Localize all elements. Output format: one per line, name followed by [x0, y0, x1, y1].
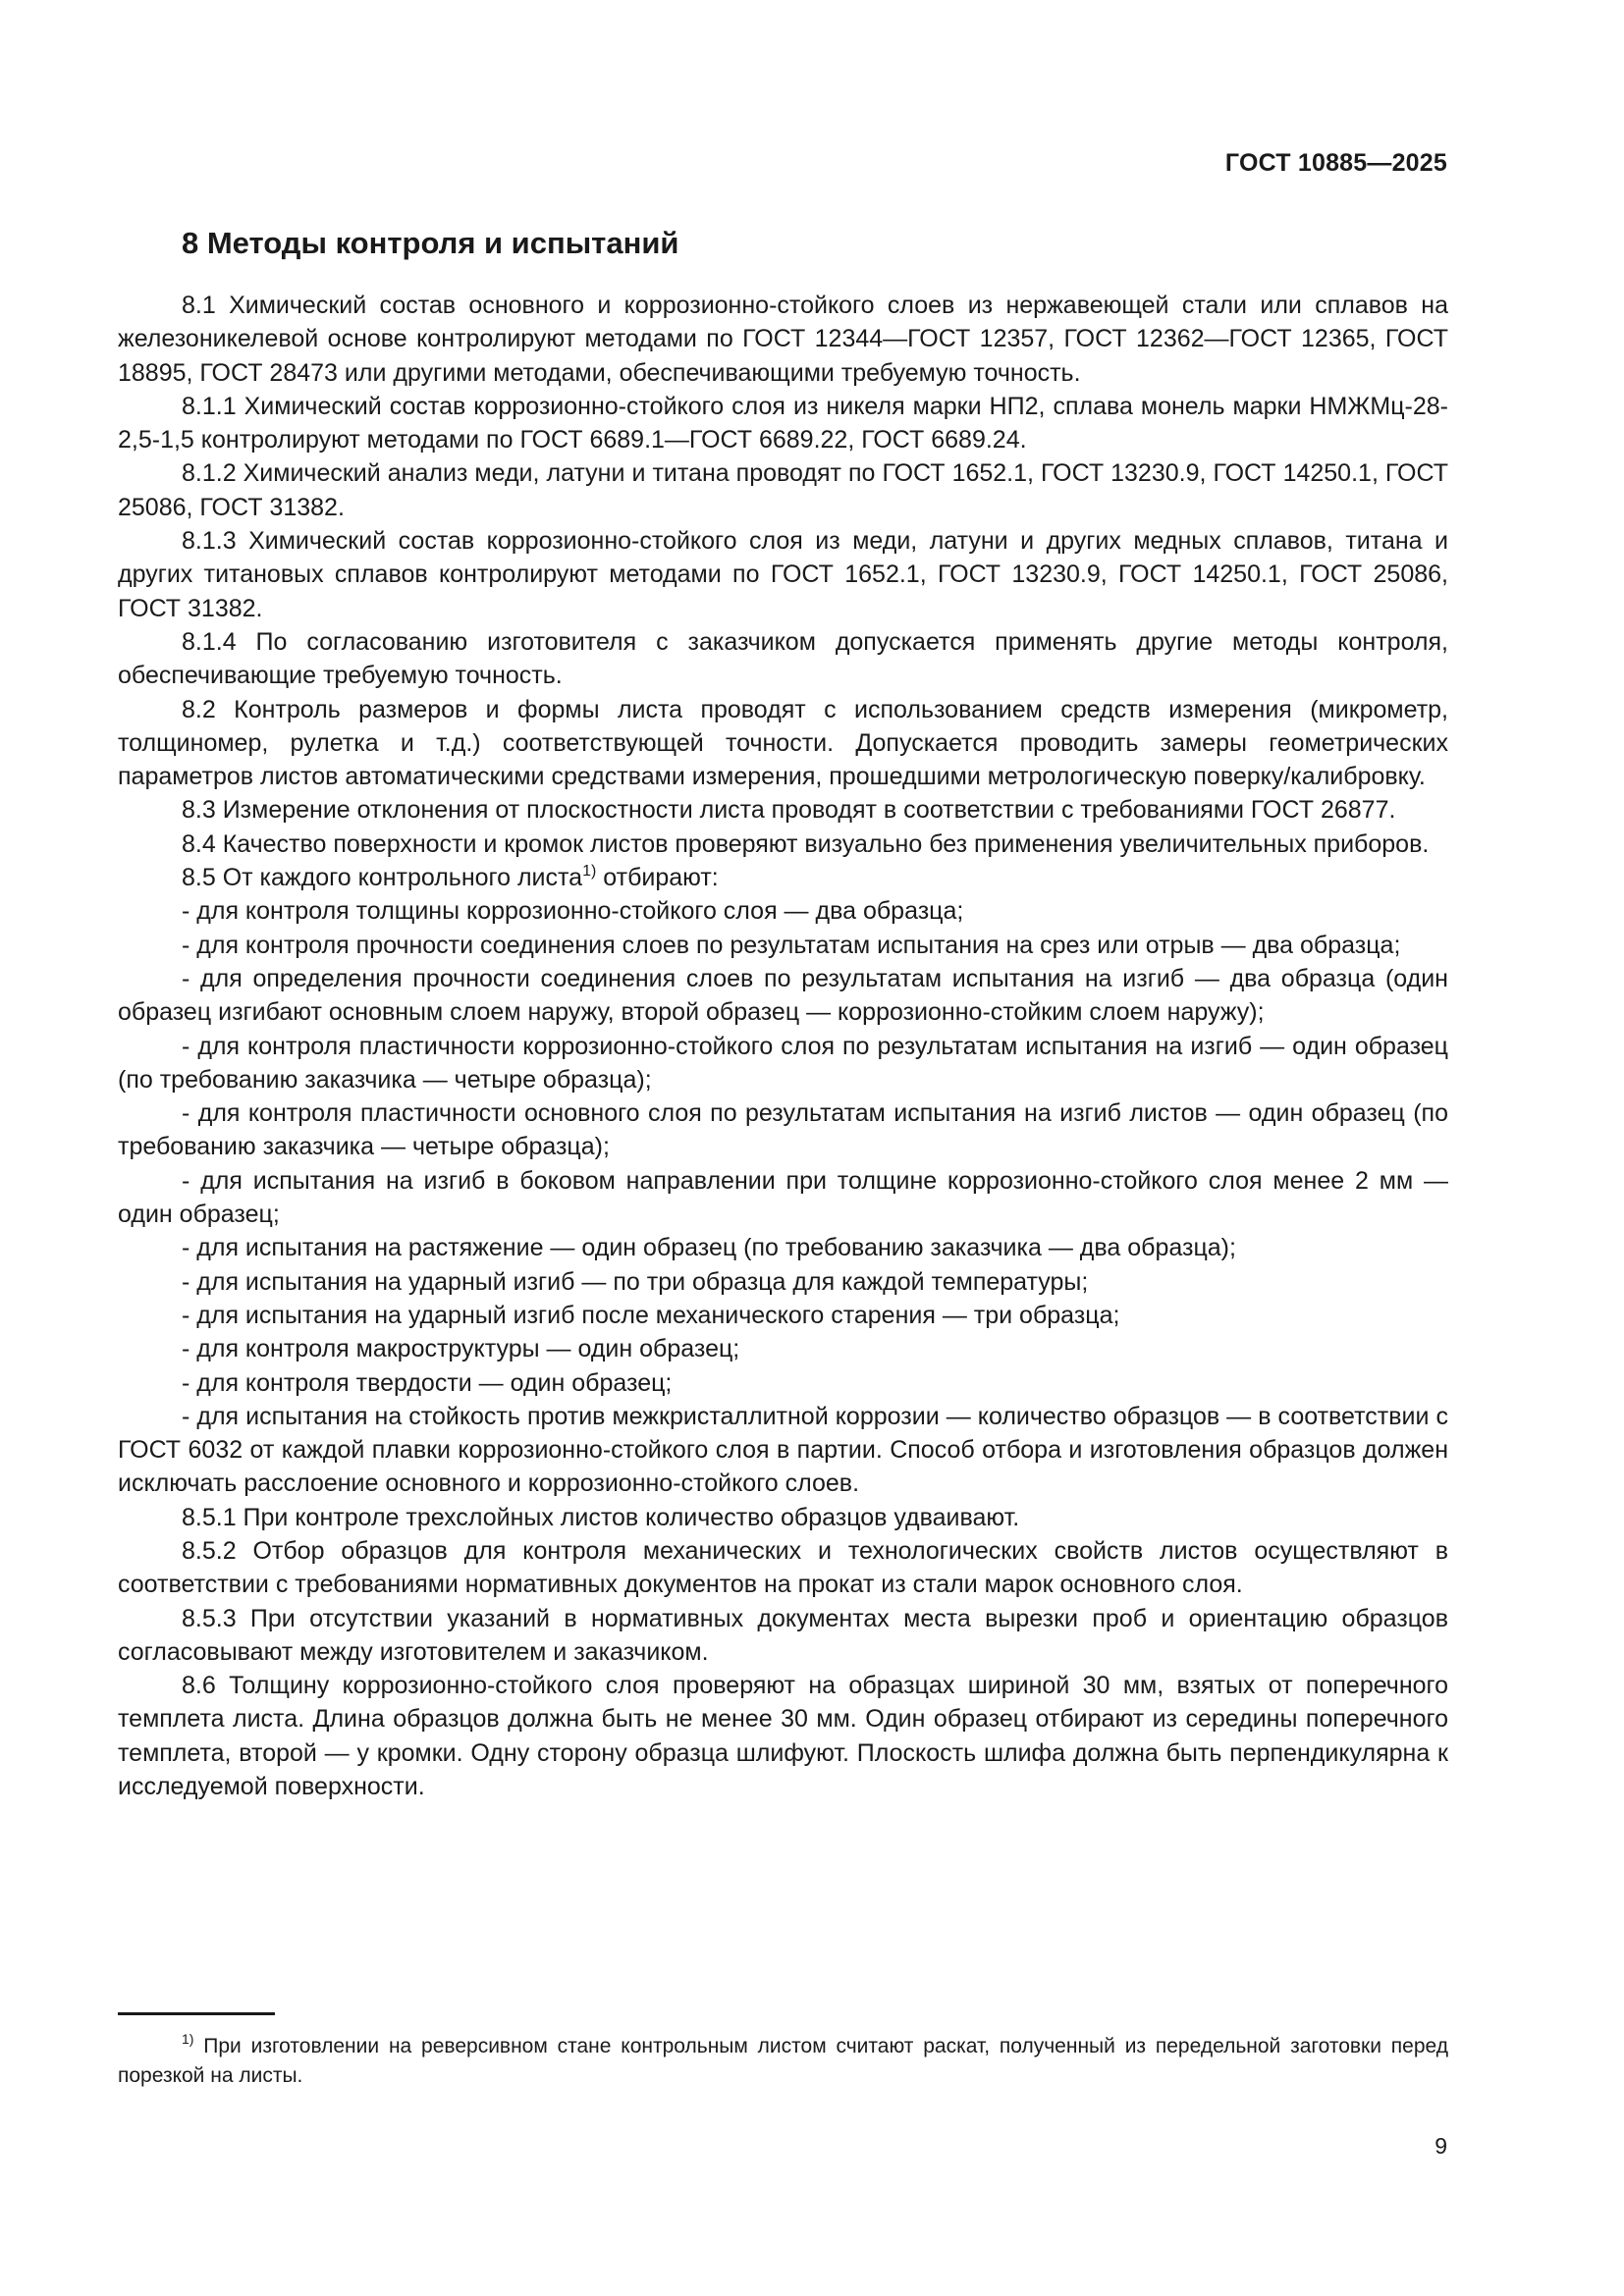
document-code: ГОСТ 10885—2025 [1224, 149, 1447, 177]
list-item: - для контроля толщины коррозионно-стойкого слоя — два образца; [182, 897, 964, 926]
list-item: - для испытания на растяжение — один образец (по требованию заказчика — два образца); [182, 1234, 1236, 1262]
paragraph-8-5 [118, 861, 1448, 894]
paragraph-8-4: 8.4 Качество поверхности и кромок листов проверяют визуально без применения увеличительных приборов. [182, 829, 1430, 858]
footnote [118, 2032, 1448, 2091]
list-item: - для контроля твердости — один образец; [182, 1368, 673, 1397]
paragraph-8-5-3: 8.5.3 При отсутствии указаний в нормативных документах места вырезки проб и ориентацию образцов согласовывают между изготовителем и заказчиком. [118, 1604, 1448, 1666]
footnote-text: При изготовлении на реверсивном стане контрольным листом считают раскат, полученный из передельной заготовки перед порезкой на листы. [118, 2035, 1448, 2087]
page-number: 9 [1435, 2133, 1447, 2159]
footnote-mark: 1) [182, 2031, 194, 2047]
paragraph-8-2: 8.2 Контроль размеров и формы листа проводят с использованием средств измерения (микрометр, толщиномер, рулетка и т.д.) соответствующей точности. Допускается проводить замеры геометрических параметров листов автоматическими средствами измерения, прошедшими метрологическую поверку/калибровку. [118, 695, 1448, 791]
section-heading: 8 Методы контроля и испытаний [182, 226, 679, 260]
list-item: - для испытания на стойкость против межкристаллитной коррозии — количество образцов — в соответствии с ГОСТ 6032 от каждой плавки коррозионно-стойкого слоя в партии. Способ отбора и изготовления образцов должен исключать расслоение основного и коррозионно-стойкого слоев. [118, 1402, 1448, 1498]
paragraph-8-5-1: 8.5.1 При контроле трехслойных листов количество образцов удваивают. [182, 1503, 1020, 1531]
footnote-reference[interactable]: 1) [582, 863, 597, 881]
list-item: - для определения прочности соединения слоев по результатам испытания на изгиб — два образца (один образец изгибают основным слоем наружу, второй образец — коррозионно-стойким слоем наружу); [118, 964, 1448, 1027]
paragraph-8-6: 8.6 Толщину коррозионно-стойкого слоя проверяют на образцах шириной 30 мм, взятых от поперечного темплета листа. Длина образцов должна быть не менее 30 мм. Один образец отбирают из середины поперечного темплета, второй — у кромки. Одну сторону образца шлифуют. Плоскость шлифа должна быть перпендикулярна к исследуемой поверхности. [118, 1672, 1448, 1801]
paragraph-8-5-text-end: отбирают: [596, 864, 719, 892]
paragraph-8-5-2: 8.5.2 Отбор образцов для контроля механических и технологических свойств листов осуществляют в соответствии с требованиями нормативных документов на прокат из стали марок основного слоя. [118, 1536, 1448, 1599]
paragraph-8-1-3: 8.1.3 Химический состав коррозионно-стойкого слоя из меди, латуни и других медных сплавов, титана и других титановых сплавов контролируют методами по ГОСТ 1652.1, ГОСТ 13230.9, ГОСТ 14250.1, ГОСТ 25086, ГОСТ 31382. [118, 527, 1448, 622]
paragraph-8-1: 8.1 Химический состав основного и коррозионно-стойкого слоев из нержавеющей стали или сплавов на железоникелевой основе контролируют методами по ГОСТ 12344—ГОСТ 12357, ГОСТ 12362—ГОСТ 12365, ГОСТ 18895, ГОСТ 28473 или другими методами, обеспечивающими требуемую точность. [118, 292, 1448, 387]
body-text [118, 289, 1448, 1803]
list-item: - для испытания на ударный изгиб после механического старения — три образца; [182, 1301, 1120, 1329]
paragraph-8-3: 8.3 Измерение отклонения от плоскостности листа проводят в соответствии с требованиями ГОСТ 26877. [182, 796, 1396, 825]
footnote-divider [118, 2012, 275, 2015]
paragraph-8-1-2: 8.1.2 Химический анализ меди, латуни и титана проводят по ГОСТ 1652.1, ГОСТ 13230.9, ГОСТ 14250.1, ГОСТ 25086, ГОСТ 31382. [118, 459, 1448, 521]
list-item: - для испытания на ударный изгиб — по три образца для каждой температуры; [182, 1267, 1089, 1296]
paragraph-8-5-text: 8.5 От каждого контрольного листа [182, 864, 583, 892]
paragraph-8-1-4: 8.1.4 По согласованию изготовителя с заказчиком допускается применять другие методы контроля, обеспечивающие требуемую точность. [118, 627, 1448, 690]
list-item: - для испытания на изгиб в боковом направлении при толщине коррозионно-стойкого слоя менее 2 мм — один образец; [118, 1166, 1448, 1229]
paragraph-8-1-1: 8.1.1 Химический состав коррозионно-стойкого слоя из никеля марки НП2, сплава монель марки НМЖМц-28-2,5-1,5 контролируют методами по ГОСТ 6689.1—ГОСТ 6689.22, ГОСТ 6689.24. [118, 392, 1448, 454]
list-item: - для контроля макроструктуры — один образец; [182, 1335, 740, 1363]
list-item: - для контроля пластичности основного слоя по результатам испытания на изгиб листов — один образец (по требованию заказчика — четыре образца); [118, 1099, 1448, 1161]
list-item: - для контроля пластичности коррозионно-стойкого слоя по результатам испытания на изгиб — один образец (по требованию заказчика — четыре образца); [118, 1032, 1448, 1094]
list-item: - для контроля прочности соединения слоев по результатам испытания на срез или отрыв — два образца; [182, 931, 1401, 959]
